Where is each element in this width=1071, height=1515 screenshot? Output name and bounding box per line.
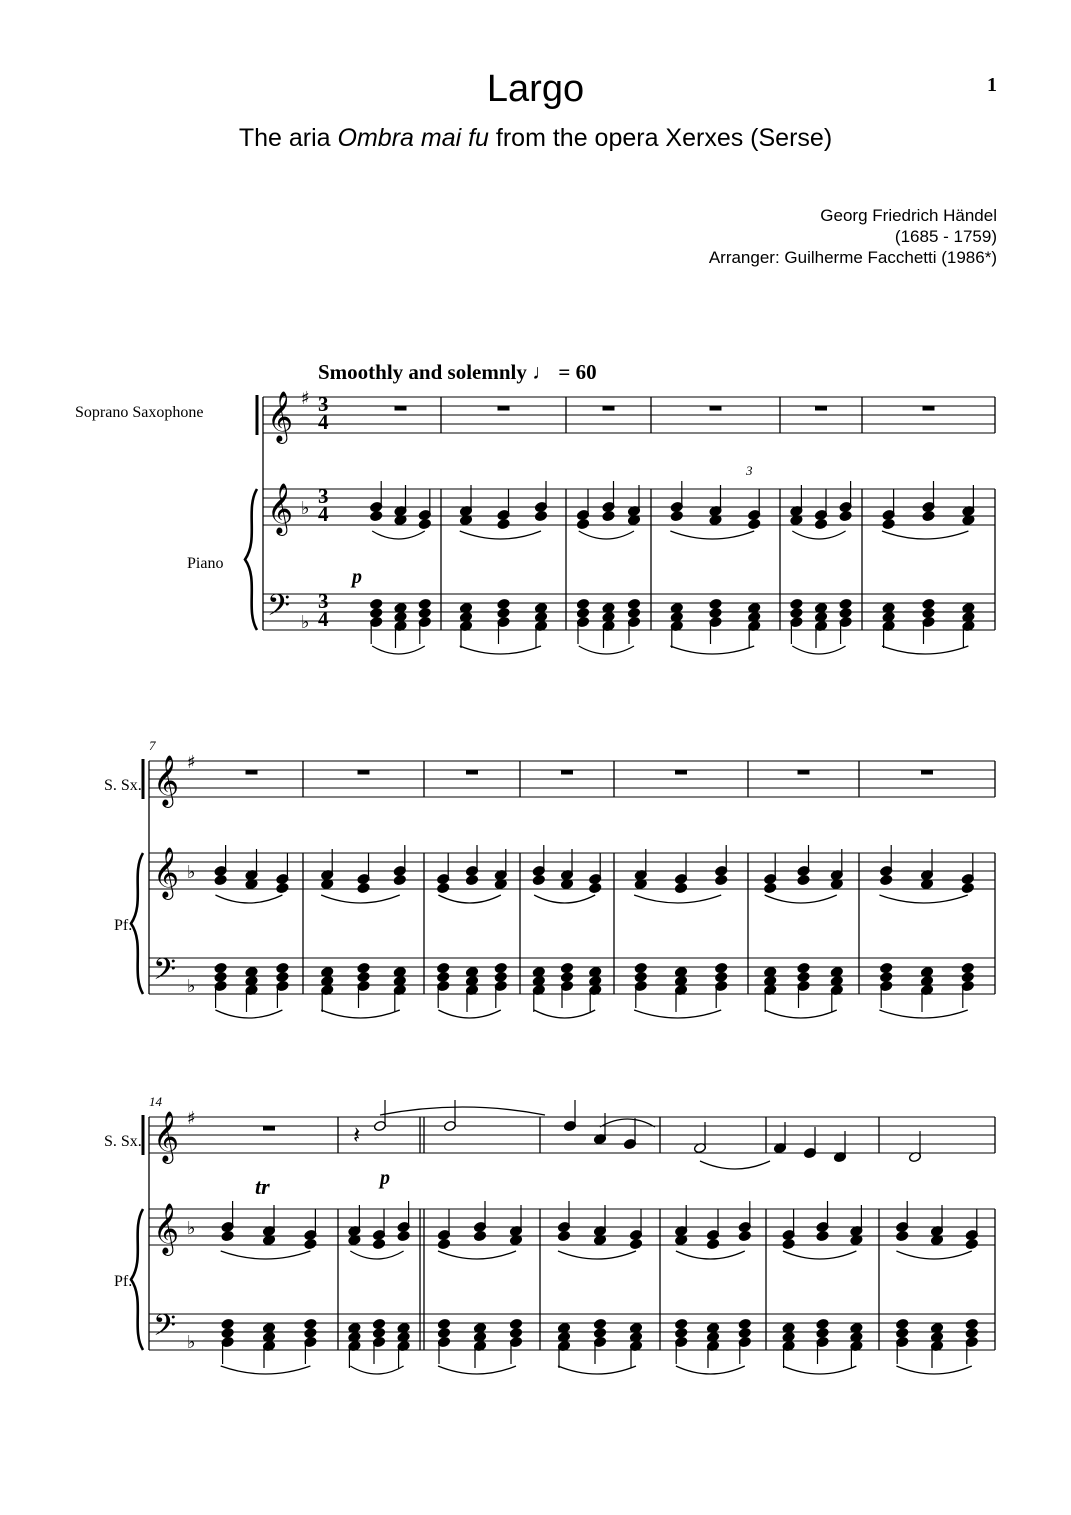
page-number: 1: [987, 74, 997, 96]
system-1-bass-clef-icon: 𝄢: [267, 589, 291, 630]
system-2-treble-clef-icon: 𝄞: [153, 755, 180, 806]
system-2-rh-note: [532, 874, 545, 885]
instrument-label-sax-short: S. Sx.: [104, 777, 142, 794]
system-1-whole-rest: [603, 406, 615, 411]
system-3-lh-note: [896, 1318, 909, 1329]
system-2-lh-note: [214, 971, 227, 982]
quarter-note-icon: ♩: [532, 360, 554, 384]
system-1-rh-note: [882, 518, 895, 529]
system-2-lh-note: [797, 962, 810, 973]
system-3-rh-note: [965, 1238, 978, 1249]
system-1-lh-note: [576, 598, 589, 609]
system-1-rh-note: [814, 518, 827, 529]
system-2-lh-note: [494, 971, 507, 982]
measure-number-14: 14: [149, 1094, 162, 1109]
system-1-lh-note: [709, 598, 722, 609]
system-3-lh-note: [965, 1318, 978, 1329]
system-2-rh-note: [465, 874, 478, 885]
system-1-rh-note: [497, 518, 510, 529]
system-2-rh-note: [214, 874, 227, 885]
system-2-slur: [321, 1010, 400, 1018]
system-2-lh-note: [494, 962, 507, 973]
system-2-slur: [321, 895, 400, 903]
system-2-lh-note: [214, 962, 227, 973]
system-1-slur: [372, 646, 425, 654]
system-1-lh-note: [497, 607, 510, 618]
system-1-rh-note: [839, 510, 852, 521]
system-3-lh-note: [221, 1318, 234, 1329]
system-3-slur: [350, 1366, 403, 1374]
system-2-lh-note: [880, 971, 893, 982]
system-3-rh-note: [473, 1230, 486, 1241]
system-2-whole-rest: [921, 770, 933, 775]
system-1-slur: [792, 646, 845, 654]
system-2-lh-note: [797, 971, 810, 982]
score-title: Largo: [486, 68, 585, 110]
system-3-slur: [896, 1366, 971, 1374]
system-2-lh-note: [357, 962, 370, 973]
system-2-slur: [534, 895, 595, 903]
system-3-lh-note: [221, 1327, 234, 1338]
system-2-rh-note: [674, 882, 687, 893]
system-2-slur: [879, 1010, 967, 1018]
system-3-lh-note: [896, 1327, 909, 1338]
system-3-brace-icon: [131, 1209, 143, 1350]
system-2-sharp-keysig-icon: ♯: [187, 752, 196, 773]
system-1-rh-note: [534, 510, 547, 521]
instrument-label-sax: Soprano Saxophone: [75, 404, 204, 421]
tempo-text: Smoothly and solemnly: [318, 360, 527, 384]
system-2-rh-note: [393, 874, 406, 885]
system-2-lh-note: [560, 962, 573, 973]
system-2-lh-note: [715, 962, 728, 973]
timesig-rh-bottom: 4: [318, 502, 329, 526]
system-2-lh-note: [357, 971, 370, 982]
system-2-flat-keysig-icon: ♭: [187, 862, 196, 883]
system-3-rh-note: [816, 1230, 829, 1241]
system-1-slur: [670, 646, 754, 654]
system-3-flat-keysig-icon: ♭: [187, 1332, 196, 1353]
system-1-treble-clef-icon: 𝄞: [267, 483, 294, 534]
system-1-sharp-keysig-icon: ♯: [301, 388, 310, 409]
system-3-rh-note: [221, 1230, 234, 1241]
system-1-whole-rest: [923, 406, 935, 411]
system-1-rh-note: [576, 518, 589, 529]
system-2-bass-clef-icon: 𝄢: [153, 953, 177, 994]
system-1-lh-note: [576, 607, 589, 618]
system-2-lh-note: [634, 962, 647, 973]
system-3-lh-note: [593, 1327, 606, 1338]
instrument-label-piano-short: Pf.: [114, 917, 133, 934]
system-1-lh-note: [497, 598, 510, 609]
system-3-lh-note: [437, 1318, 450, 1329]
system-1-lh-note: [627, 607, 640, 618]
system-1-lh-note: [922, 598, 935, 609]
system-3-rh-note: [629, 1238, 642, 1249]
system-3-lh-note: [675, 1318, 688, 1329]
system-1-rh-note: [670, 510, 683, 521]
system-3-rh-note: [557, 1230, 570, 1241]
system-3-flat-keysig-icon: ♭: [187, 1218, 196, 1239]
system-3-slur: [783, 1251, 856, 1259]
system-3-slur: [350, 1251, 403, 1259]
system-2-slur: [879, 895, 967, 903]
system-2-lh-note: [560, 971, 573, 982]
system-2-slur: [634, 1010, 721, 1018]
system-1-lh-note: [418, 598, 431, 609]
instrument-label-piano: Piano: [187, 555, 224, 572]
system-1-lh-note: [709, 607, 722, 618]
instrument-label-piano-short-3: Pf.: [114, 1273, 133, 1290]
system-1-whole-rest: [498, 406, 510, 411]
system-3-slur: [438, 1366, 516, 1374]
system-2-rh-note: [276, 882, 289, 893]
system-3-slur: [438, 1251, 516, 1259]
system-2-lh-note: [276, 971, 289, 982]
sax-phrase-slur: [380, 1107, 545, 1115]
score-text-labels: [149, 392, 753, 1199]
system-2-rh-note: [437, 882, 450, 893]
system-2-whole-rest: [798, 770, 810, 775]
system-3-rh-note: [397, 1230, 410, 1241]
system-3-lh-note: [509, 1318, 522, 1329]
system-2-slur: [438, 895, 500, 903]
system-3-lh-note: [593, 1318, 606, 1329]
system-3-treble-clef-icon: 𝄞: [153, 1111, 180, 1162]
system-2-rh-note: [764, 882, 777, 893]
system-2-flat-keysig-icon: ♭: [187, 976, 196, 997]
system-1-slur: [372, 531, 425, 539]
system-1-slur: [460, 646, 541, 654]
timesig-sax-bottom: 4: [318, 410, 329, 434]
dynamic-sax-p: p: [380, 1167, 390, 1189]
subtitle-aria-name: Ombra mai fu: [337, 124, 489, 152]
system-3-treble-clef-icon: 𝄞: [153, 1203, 180, 1254]
system-2-slur: [534, 1010, 595, 1018]
subtitle-suffix: from the opera Xerxes (Serse): [488, 124, 833, 152]
system-3-slur: [221, 1251, 311, 1259]
system-3-lh-note: [816, 1327, 829, 1338]
system-2-slur: [215, 1010, 282, 1018]
triplet-number: 3: [746, 463, 753, 478]
system-2-slur: [634, 895, 721, 903]
system-2-slur: [215, 895, 282, 903]
system-3-rh-note: [738, 1230, 751, 1241]
system-3-lh-note: [738, 1327, 751, 1338]
system-1-lh-note: [839, 607, 852, 618]
system-1-flat-keysig-icon: ♭: [301, 498, 310, 519]
system-2-rh-note: [715, 874, 728, 885]
system-1-whole-rest: [395, 406, 407, 411]
system-2-lh-note: [634, 971, 647, 982]
trill-mark: tr: [255, 1174, 270, 1199]
system-1-rh-note: [748, 518, 761, 529]
system-1-whole-rest: [815, 406, 827, 411]
system-3-lh-note: [965, 1327, 978, 1338]
timesig-sax-top: 3: [318, 392, 329, 416]
system-2-lh-note: [880, 962, 893, 973]
system-3-lh-note: [372, 1327, 385, 1338]
system-1-lh-note: [370, 607, 383, 618]
system-3-slur: [558, 1251, 636, 1259]
system-1-slur: [579, 531, 634, 539]
subtitle-prefix: The aria: [238, 124, 338, 152]
system-2-rh-note: [961, 882, 974, 893]
system-3-rh-note: [304, 1238, 317, 1249]
system-2-slur: [765, 895, 837, 903]
system-1-lh-note: [790, 598, 803, 609]
system-3-slur: [221, 1366, 311, 1374]
system-2-rh-note: [589, 882, 602, 893]
system-3-lh-note: [304, 1318, 317, 1329]
system-2-whole-rest: [246, 770, 258, 775]
system-2-lh-note: [715, 971, 728, 982]
system-1-lh-note: [418, 607, 431, 618]
system-3-slur: [783, 1366, 856, 1374]
system-1-lh-note: [627, 598, 640, 609]
system-1-slur: [882, 646, 968, 654]
system-2-lh-note: [276, 962, 289, 973]
system-2-lh-note: [437, 971, 450, 982]
arranger-credit: Arranger: Guilherme Facchetti (1986*): [708, 248, 997, 267]
timesig-lh-top: 3: [318, 589, 329, 613]
system-1-rh-note: [418, 518, 431, 529]
measure-number-7: 7: [149, 738, 156, 753]
system-2-rh-note: [797, 874, 810, 885]
system-3-slur: [896, 1251, 971, 1259]
system-2-whole-rest: [466, 770, 478, 775]
system-1-brace-icon: [245, 489, 257, 630]
system-1-whole-rest: [710, 406, 722, 411]
system-3-slur: [558, 1366, 636, 1374]
system-2-lh-note: [961, 962, 974, 973]
system-1-lh-note: [839, 598, 852, 609]
system-1-flat-keysig-icon: ♭: [301, 612, 310, 633]
system-3-lh-note: [675, 1327, 688, 1338]
system-3-whole-rest: [263, 1126, 275, 1131]
system-2-lh-note: [961, 971, 974, 982]
system-1-rh-note: [602, 510, 615, 521]
system-2-treble-clef-icon: 𝄞: [153, 847, 180, 898]
system-3-lh-note: [372, 1318, 385, 1329]
system-1-slur: [460, 531, 541, 539]
system-1-slur: [670, 531, 754, 539]
system-1-rh-note: [370, 510, 383, 521]
system-3-rh-note: [896, 1230, 909, 1241]
system-3-lh-note: [816, 1318, 829, 1329]
quarter-rest-icon: 𝄽: [353, 1121, 361, 1149]
tempo-value: = 60: [558, 360, 597, 384]
system-3-rh-note: [372, 1238, 385, 1249]
system-3-lh-note: [509, 1327, 522, 1338]
dynamic-piano-p: p: [352, 566, 362, 588]
timesig-rh-top: 3: [318, 484, 329, 508]
system-2-slur: [438, 1010, 500, 1018]
system-3-bass-clef-icon: 𝄢: [153, 1309, 177, 1350]
system-2-rh-note: [357, 882, 370, 893]
system-2-rh-note: [880, 874, 893, 885]
system-3-rh-note: [437, 1238, 450, 1249]
system-1-lh-note: [370, 598, 383, 609]
sax-phrase-slur: [700, 1161, 770, 1169]
system-3-lh-note: [304, 1327, 317, 1338]
system-2-whole-rest: [358, 770, 370, 775]
system-3-rh-note: [782, 1238, 795, 1249]
system-2-lh-note: [437, 962, 450, 973]
system-3-slur: [676, 1366, 745, 1374]
system-1-treble-clef-icon: 𝄞: [267, 391, 294, 442]
system-3-sharp-keysig-icon: ♯: [187, 1108, 196, 1129]
system-2-slur: [765, 1010, 837, 1018]
system-1-slur: [882, 531, 968, 539]
timesig-lh-bottom: 4: [318, 607, 329, 631]
system-2-brace-icon: [131, 853, 143, 994]
system-3-slur: [676, 1251, 745, 1259]
system-2-whole-rest: [561, 770, 573, 775]
system-1-lh-note: [922, 607, 935, 618]
composer-name: Georg Friedrich Händel: [820, 206, 997, 225]
system-2-whole-rest: [675, 770, 687, 775]
system-3-rh-note: [706, 1238, 719, 1249]
system-3-lh-note: [437, 1327, 450, 1338]
system-1-rh-note: [922, 510, 935, 521]
composer-dates: (1685 - 1759): [894, 227, 997, 246]
system-1-lh-note: [790, 607, 803, 618]
system-3-lh-note: [738, 1318, 751, 1329]
instrument-label-sax-short-3: S. Sx.: [104, 1133, 142, 1150]
system-1-slur: [792, 531, 845, 539]
system-1-slur: [579, 646, 634, 654]
